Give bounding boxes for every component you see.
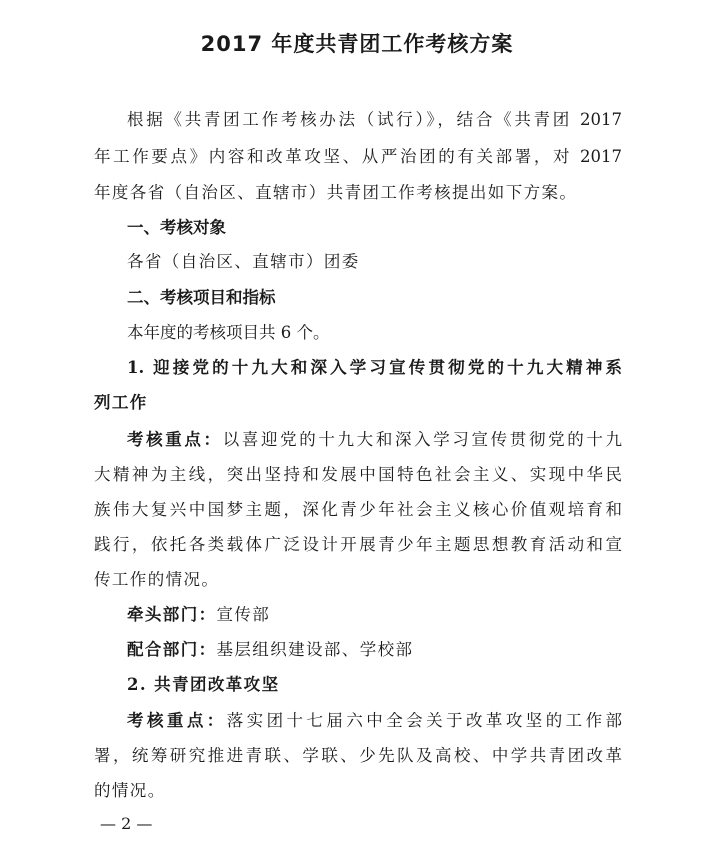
item2-focus-line: 署，统筹研究推进青联、学联、少先队及高校、中学共青团改革 [94,746,622,765]
focus-text: 落实团十七届六中全会关于改革攻坚的工作部 [226,711,622,730]
page-number: — 2 — [100,814,153,833]
item1-focus-line: 传工作的情况。 [94,570,220,589]
focus-label: 考核重点： [127,711,227,730]
intro-line: 年工作要点》内容和改革攻坚、从严治团的有关部署，对 2017 [94,147,622,166]
item1-lead [127,601,270,625]
item1-focus-line: 践行，依托各类载体广泛设计开展青少年主题思想教育活动和宣 [94,535,622,554]
item1-focus-line: 大精神为主线，突出坚持和发展中国特色社会主义、实现中华民 [94,465,622,484]
lead-value: 宣传部 [216,605,271,624]
page-title: 2017 年度共青团工作考核方案 [200,32,514,56]
intro-line: 根据《共青团工作考核办法（试行）》，结合《共青团 2017 [127,110,622,129]
section1-heading: 一、考核对象 [127,218,226,237]
intro-line: 年度各省（自治区、直辖市）共青团工作考核提出如下方案。 [94,183,578,202]
section1-body: 各省（自治区、直辖市）团委 [127,252,360,271]
item2-focus [127,707,622,731]
item2-title: 2. 共青团改革攻坚 [127,675,280,694]
item1-focus [127,426,622,450]
item1-focus-line: 族伟大复兴中国梦主题，深化青少年社会主义核心价值观培育和 [94,500,622,519]
item2-focus-line: 的情况。 [94,781,166,800]
coop-label: 配合部门： [127,640,217,659]
coop-value: 基层组织建设部、学校部 [216,640,414,659]
section2-heading: 二、考核项目和指标 [127,288,276,307]
item1-title: 列工作 [94,393,148,412]
item1-title: 1. 迎接党的十九大和深入学习宣传贯彻党的十九大精神系 [127,358,622,377]
lead-label: 牵头部门： [127,605,217,624]
item1-coop [127,636,413,660]
focus-text: 以喜迎党的十九大和深入学习宣传贯彻党的十九 [222,430,623,449]
focus-label: 考核重点： [127,430,223,449]
section2-body: 本年度的考核项目共 6 个。 [127,323,330,342]
